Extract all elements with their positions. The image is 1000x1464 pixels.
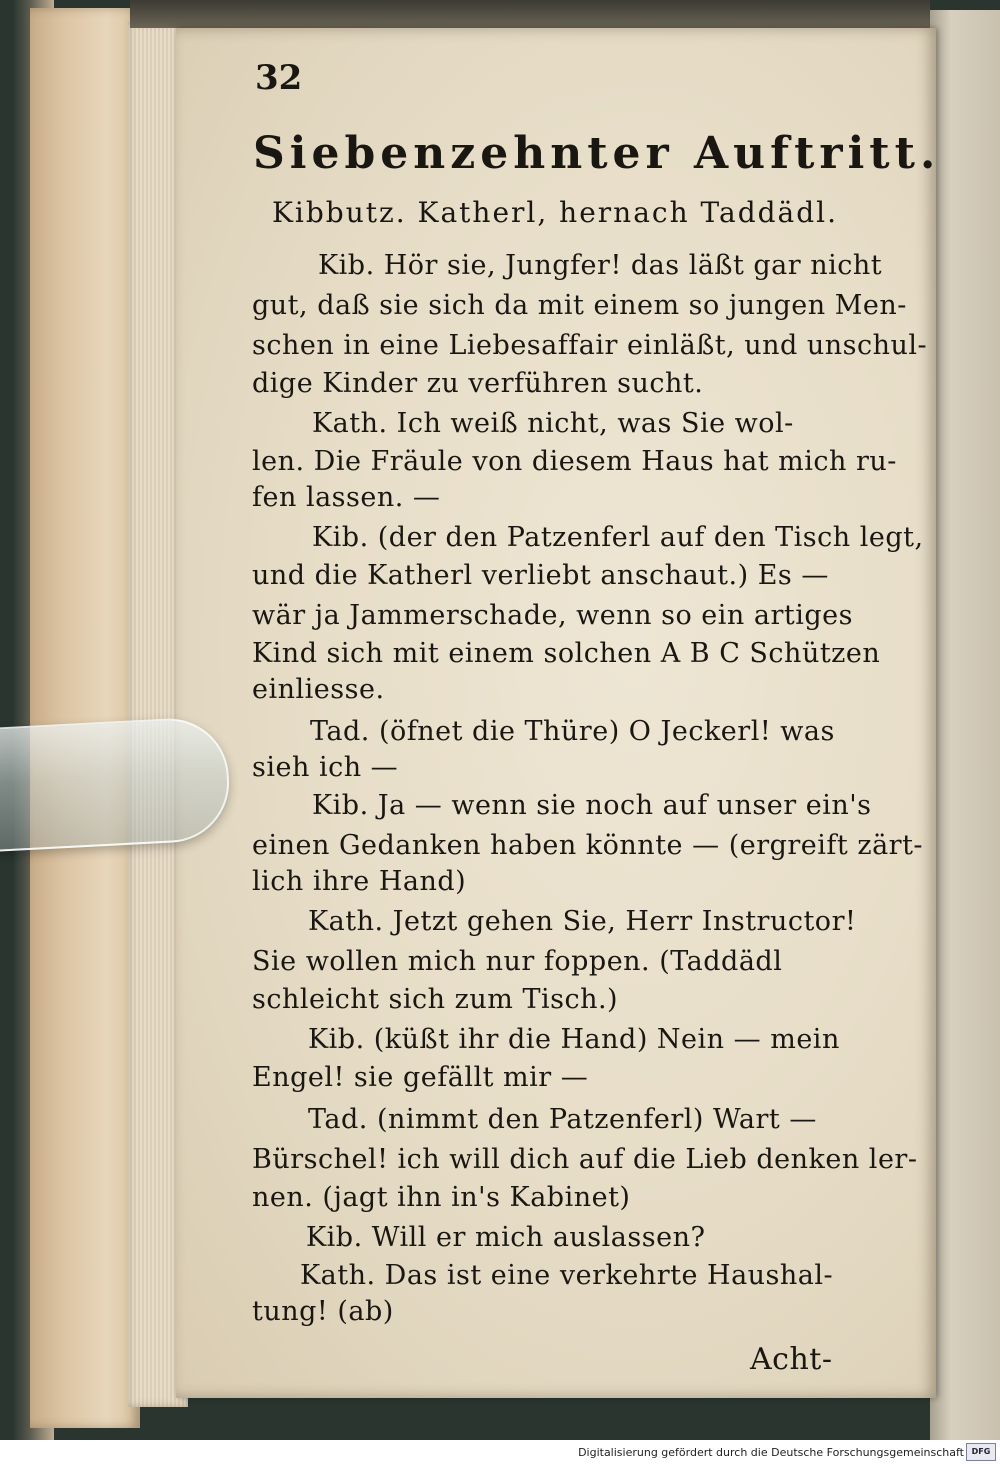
footer-bar [0, 1440, 1000, 1464]
character-list: Kibbutz. Katherl, hernach Taddädl. [272, 196, 839, 229]
text-line: Kath. Das ist eine verkehrte Haushal- [300, 1260, 834, 1291]
text-line: Tad. (nimmt den Patzenferl) Wart — [308, 1104, 817, 1135]
text-line: Kib. (der den Patzenferl auf den Tisch legt, [312, 522, 924, 553]
text-line: Sie wollen mich nur foppen. (Taddädl [252, 946, 783, 977]
text-line: Kib. (küßt ihr die Hand) Nein — mein [308, 1024, 840, 1055]
text-line: Bürschel! ich will dich auf die Lieb denken ler- [252, 1144, 918, 1175]
book-cover-edge [30, 8, 140, 1428]
next-page-edge [930, 10, 1000, 1440]
text-line: Kib. Will er mich auslassen? [306, 1222, 706, 1253]
scene-title: Siebenzehnter Auftritt. [253, 128, 941, 179]
text-line: Kib. Ja — wenn sie noch auf unser ein's [312, 790, 872, 821]
text-line: Kib. Hör sie, Jungfer! das läßt gar nicht [318, 250, 883, 281]
text-line: nen. (jagt ihn in's Kabinet) [252, 1182, 631, 1213]
top-shadow [130, 0, 930, 28]
text-line: Tad. (öfnet die Thüre) O Jeckerl! was [310, 716, 835, 747]
text-line: einen Gedanken haben könnte — (ergreift zärt- [252, 830, 924, 861]
text-line: Engel! sie gefällt mir — [252, 1062, 589, 1093]
text-line: Kind sich mit einem solchen A B C Schützen [252, 638, 881, 669]
text-line: sieh ich — [252, 752, 399, 783]
text-line: Kath. Ich weiß nicht, was Sie wol- [312, 408, 794, 439]
text-line: gut, daß sie sich da mit einem so jungen Men- [252, 290, 907, 321]
text-line: wär ja Jammerschade, wenn so ein artiges [252, 600, 853, 631]
text-line: einliesse. [252, 674, 385, 705]
text-line: und die Katherl verliebt anschaut.) Es — [252, 560, 829, 591]
text-line: dige Kinder zu verführen sucht. [252, 368, 704, 399]
text-line: schleicht sich zum Tisch.) [252, 984, 619, 1015]
text-line: schen in eine Liebesaffair einläßt, und unschul- [252, 330, 928, 361]
text-line: lich ihre Hand) [252, 866, 467, 897]
page-number: 32 [255, 58, 303, 98]
catchword: Acht- [750, 1342, 833, 1377]
dfg-logo: DFG [966, 1443, 996, 1461]
text-line: fen lassen. — [252, 482, 441, 513]
text-line: Kath. Jetzt gehen Sie, Herr Instructor! [308, 906, 857, 937]
text-line: len. Die Fräule von diesem Haus hat mich ru- [252, 446, 897, 477]
digitization-credit: Digitalisierung gefördert durch die Deutsche Forschungsgemeinschaft [578, 1446, 964, 1459]
glass-pointer [0, 716, 232, 853]
text-line: tung! (ab) [252, 1296, 394, 1327]
